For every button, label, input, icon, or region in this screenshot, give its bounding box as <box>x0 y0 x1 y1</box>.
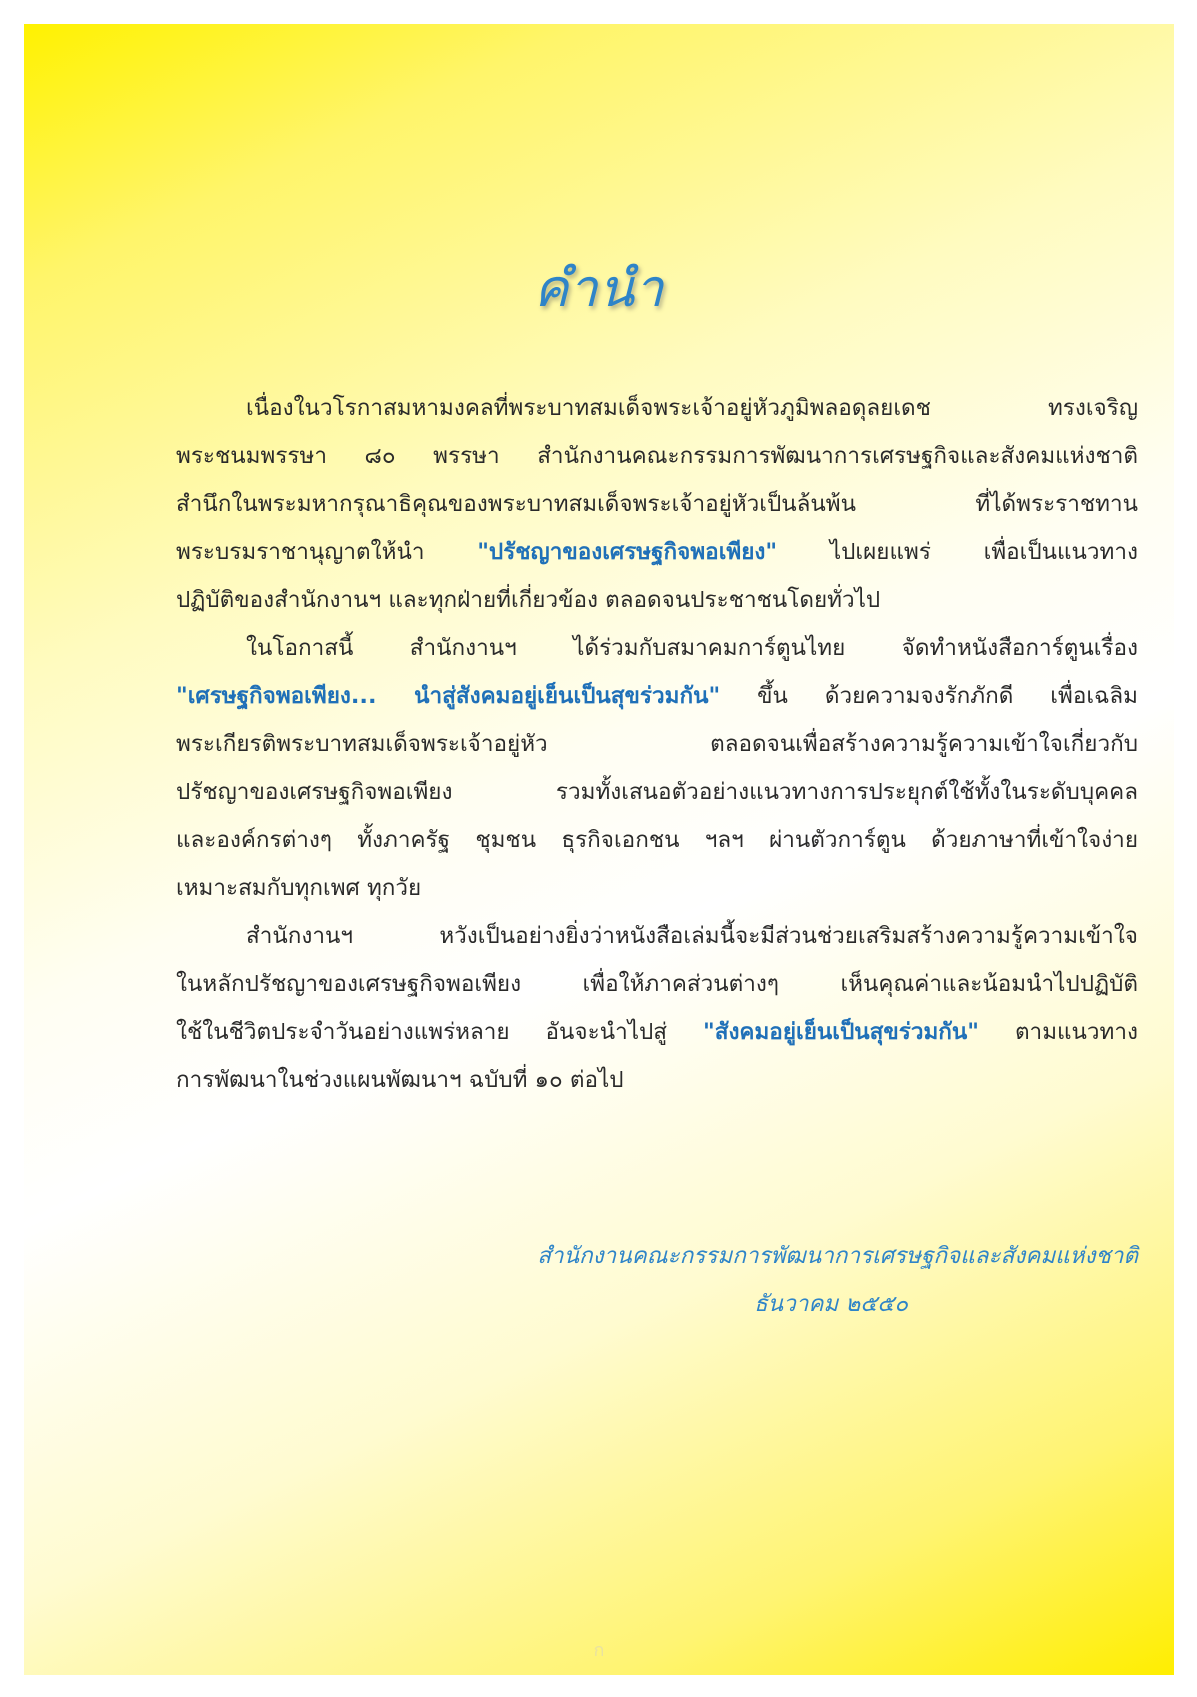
paragraph-3-line-3-tail: ตามแนวทาง <box>979 1019 1138 1045</box>
paragraph-1-line-4-tail: ไปเผยแพร่ เพื่อเป็นแนวทาง <box>777 539 1138 565</box>
highlight-philosophy: "ปรัชญาของเศรษฐกิจพอเพียง" <box>477 539 778 565</box>
paragraph-2-line-5: และองค์กรต่างๆ ทั้งภาครัฐ ชุมชน ธุรกิจเอกชน ฯลฯ ผ่านตัวการ์ตูน ด้วยภาษาที่เข้าใจง่าย <box>176 827 1138 853</box>
body-text <box>176 384 1138 1104</box>
paragraph-1-line-5: ปฏิบัติของสำนักงานฯ และทุกฝ่ายที่เกี่ยวข้อง ตลอดจนประชาชนโดยทั่วไป <box>176 587 881 613</box>
signature-organization: สำนักงานคณะกรรมการพัฒนาการเศรษฐกิจและสังคมแห่งชาติ <box>537 1243 1138 1269</box>
paragraph-1-line-4-text: พระบรมราชานุญาตให้นำ <box>176 539 478 565</box>
paragraph-2-line-2-tail: ขึ้น ด้วยความจงรักภักดี เพื่อเฉลิม <box>720 683 1138 709</box>
signature-date: ธันวาคม ๒๕๕๐ <box>753 1291 908 1317</box>
paragraph-1-line-4 <box>176 528 1138 576</box>
highlight-book-title: "เศรษฐกิจพอเพียง... นำสู่สังคมอยู่เย็นเป็นสุขร่วมกัน" <box>176 683 721 709</box>
paragraph-2-line-3: พระเกียรติพระบาทสมเด็จพระเจ้าอยู่หัว ตลอดจนเพื่อสร้างความรู้ความเข้าใจเกี่ยวกับ <box>176 731 1138 757</box>
paragraph-2-line-2 <box>176 672 1138 720</box>
page-title: คำนำ <box>533 259 665 319</box>
paragraph-3-line-4: การพัฒนาในช่วงแผนพัฒนาฯ ฉบับที่ ๑๐ ต่อไป <box>176 1067 624 1093</box>
paragraph-2-line-1: ในโอกาสนี้ สำนักงานฯ ได้ร่วมกับสมาคมการ์ตูนไทย จัดทำหนังสือการ์ตูนเรื่อง <box>246 635 1138 661</box>
paragraph-1-line-1: เนื่องในวโรกาสมหามงคลที่พระบาทสมเด็จพระเจ้าอยู่หัวภูมิพลอดุลยเดช ทรงเจริญ <box>246 395 1138 421</box>
paragraph-1-line-3: สำนึกในพระมหากรุณาธิคุณของพระบาทสมเด็จพระเจ้าอยู่หัวเป็นล้นพ้น ที่ได้พระราชทาน <box>176 491 1138 517</box>
paragraph-3-line-2: ในหลักปรัชญาของเศรษฐกิจพอเพียง เพื่อให้ภาคส่วนต่างๆ เห็นคุณค่าและน้อมนำไปปฏิบัติ <box>176 971 1138 997</box>
paragraph-2-line-6: เหมาะสมกับทุกเพศ ทุกวัย <box>176 875 422 901</box>
highlight-society-goal: "สังคมอยู่เย็นเป็นสุขร่วมกัน" <box>702 1019 980 1045</box>
paragraph-3-line-3 <box>176 1008 1138 1056</box>
paragraph-2-line-4: ปรัชญาของเศรษฐกิจพอเพียง รวมทั้งเสนอตัวอย่างแนวทางการประยุกต์ใช้ทั้งในระดับบุคคล <box>176 779 1138 805</box>
page-number: ก <box>593 1640 605 1661</box>
signature-block <box>176 1232 1138 1328</box>
paragraph-1-line-2: พระชนมพรรษา ๘๐ พรรษา สำนักงานคณะกรรมการพัฒนาการเศรษฐกิจและสังคมแห่งชาติ <box>176 443 1138 469</box>
page-panel <box>24 24 1174 1675</box>
paragraph-3-line-3-text: ใช้ในชีวิตประจำวันอย่างแพร่หลาย อันจะนำไปสู่ <box>176 1019 703 1045</box>
paragraph-3-line-1: สำนักงานฯ หวังเป็นอย่างยิ่งว่าหนังสือเล่มนี้จะมีส่วนช่วยเสริมสร้างความรู้ความเข้าใจ <box>246 923 1138 949</box>
